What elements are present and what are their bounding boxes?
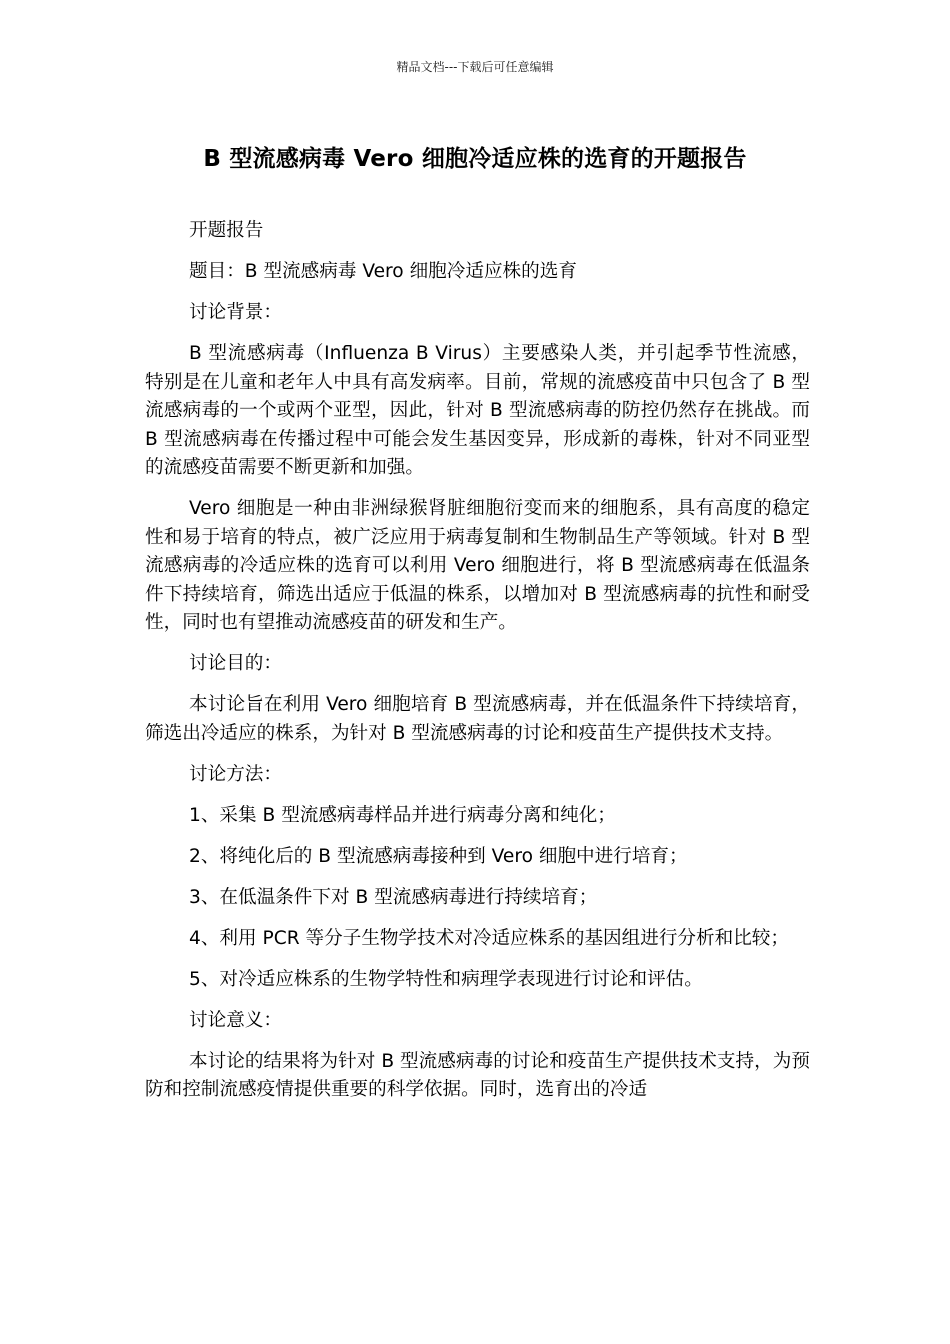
paragraph-significance: 本讨论的结果将为针对 B 型流感病毒的讨论和疫苗生产提供技术支持，为预防和控制流感疫情提供重要的科学依据。同时，选育出的冷适 (145, 1050, 810, 1100)
paragraph-topic: 题目：B 型流感病毒 Vero 细胞冷适应株的选育 (189, 261, 577, 282)
paragraph-background-1: B 型流感病毒（Influenza B Virus）主要感染人类，并引起季节性流感，特别是在儿童和老年人中具有高发病率。目前，常规的流感疫苗中只包含了 B 型流感病毒的一个或两个亚型，因此，针对 B 型流感病毒的防控仍然存在挑战。而 B 型流感病毒在传播过程中可能会发生基因变异，形成新的毒株，针对不同亚型的流感疫苗需要不断更新和加强。 (145, 343, 810, 478)
header-note: 精品文档---下载后可任意编辑 (396, 60, 554, 74)
paragraph-heading-report: 开题报告 (189, 220, 264, 241)
document-title: B 型流感病毒 Vero 细胞冷适应株的选育的开题报告 (203, 146, 747, 172)
paragraph-background-2: Vero 细胞是一种由非洲绿猴肾脏细胞衍变而来的细胞系，具有高度的稳定性和易于培育的特点，被广泛应用于病毒复制和生物制品生产等领域。针对 B 型流感病毒的冷适应株的选育可以利用 Vero 细胞进行，将 B 型流感病毒在低温条件下持续培育，筛选出适应于低温的株系，以增加对 B 型流感病毒的抗性和耐受性，同时也有望推动流感疫苗的研发和生产。 (145, 498, 810, 633)
section-heading-background: 讨论背景： (189, 302, 282, 323)
list-item-method-3: 3、在低温条件下对 B 型流感病毒进行持续培育； (189, 886, 598, 908)
list-item-method-1: 1、采集 B 型流感病毒样品并进行病毒分离和纯化； (189, 804, 616, 826)
paragraph-purpose: 本讨论旨在利用 Vero 细胞培育 B 型流感病毒，并在低温条件下持续培育，筛选出冷适应的株系，为针对 B 型流感病毒的讨论和疫苗生产提供技术支持。 (145, 694, 810, 744)
list-item-method-5: 5、对冷适应株系的生物学特性和病理学表现进行讨论和评估。 (189, 968, 703, 990)
list-item-method-2: 2、将纯化后的 B 型流感病毒接种到 Vero 细胞中进行培育； (189, 845, 688, 867)
section-heading-methods: 讨论方法： (189, 763, 282, 785)
list-item-method-4: 4、利用 PCR 等分子生物学技术对冷适应株系的基因组进行分析和比较； (189, 927, 789, 949)
section-heading-purpose: 讨论目的： (189, 653, 282, 674)
section-heading-significance: 讨论意义： (189, 1009, 282, 1031)
document-body (145, 217, 810, 1117)
